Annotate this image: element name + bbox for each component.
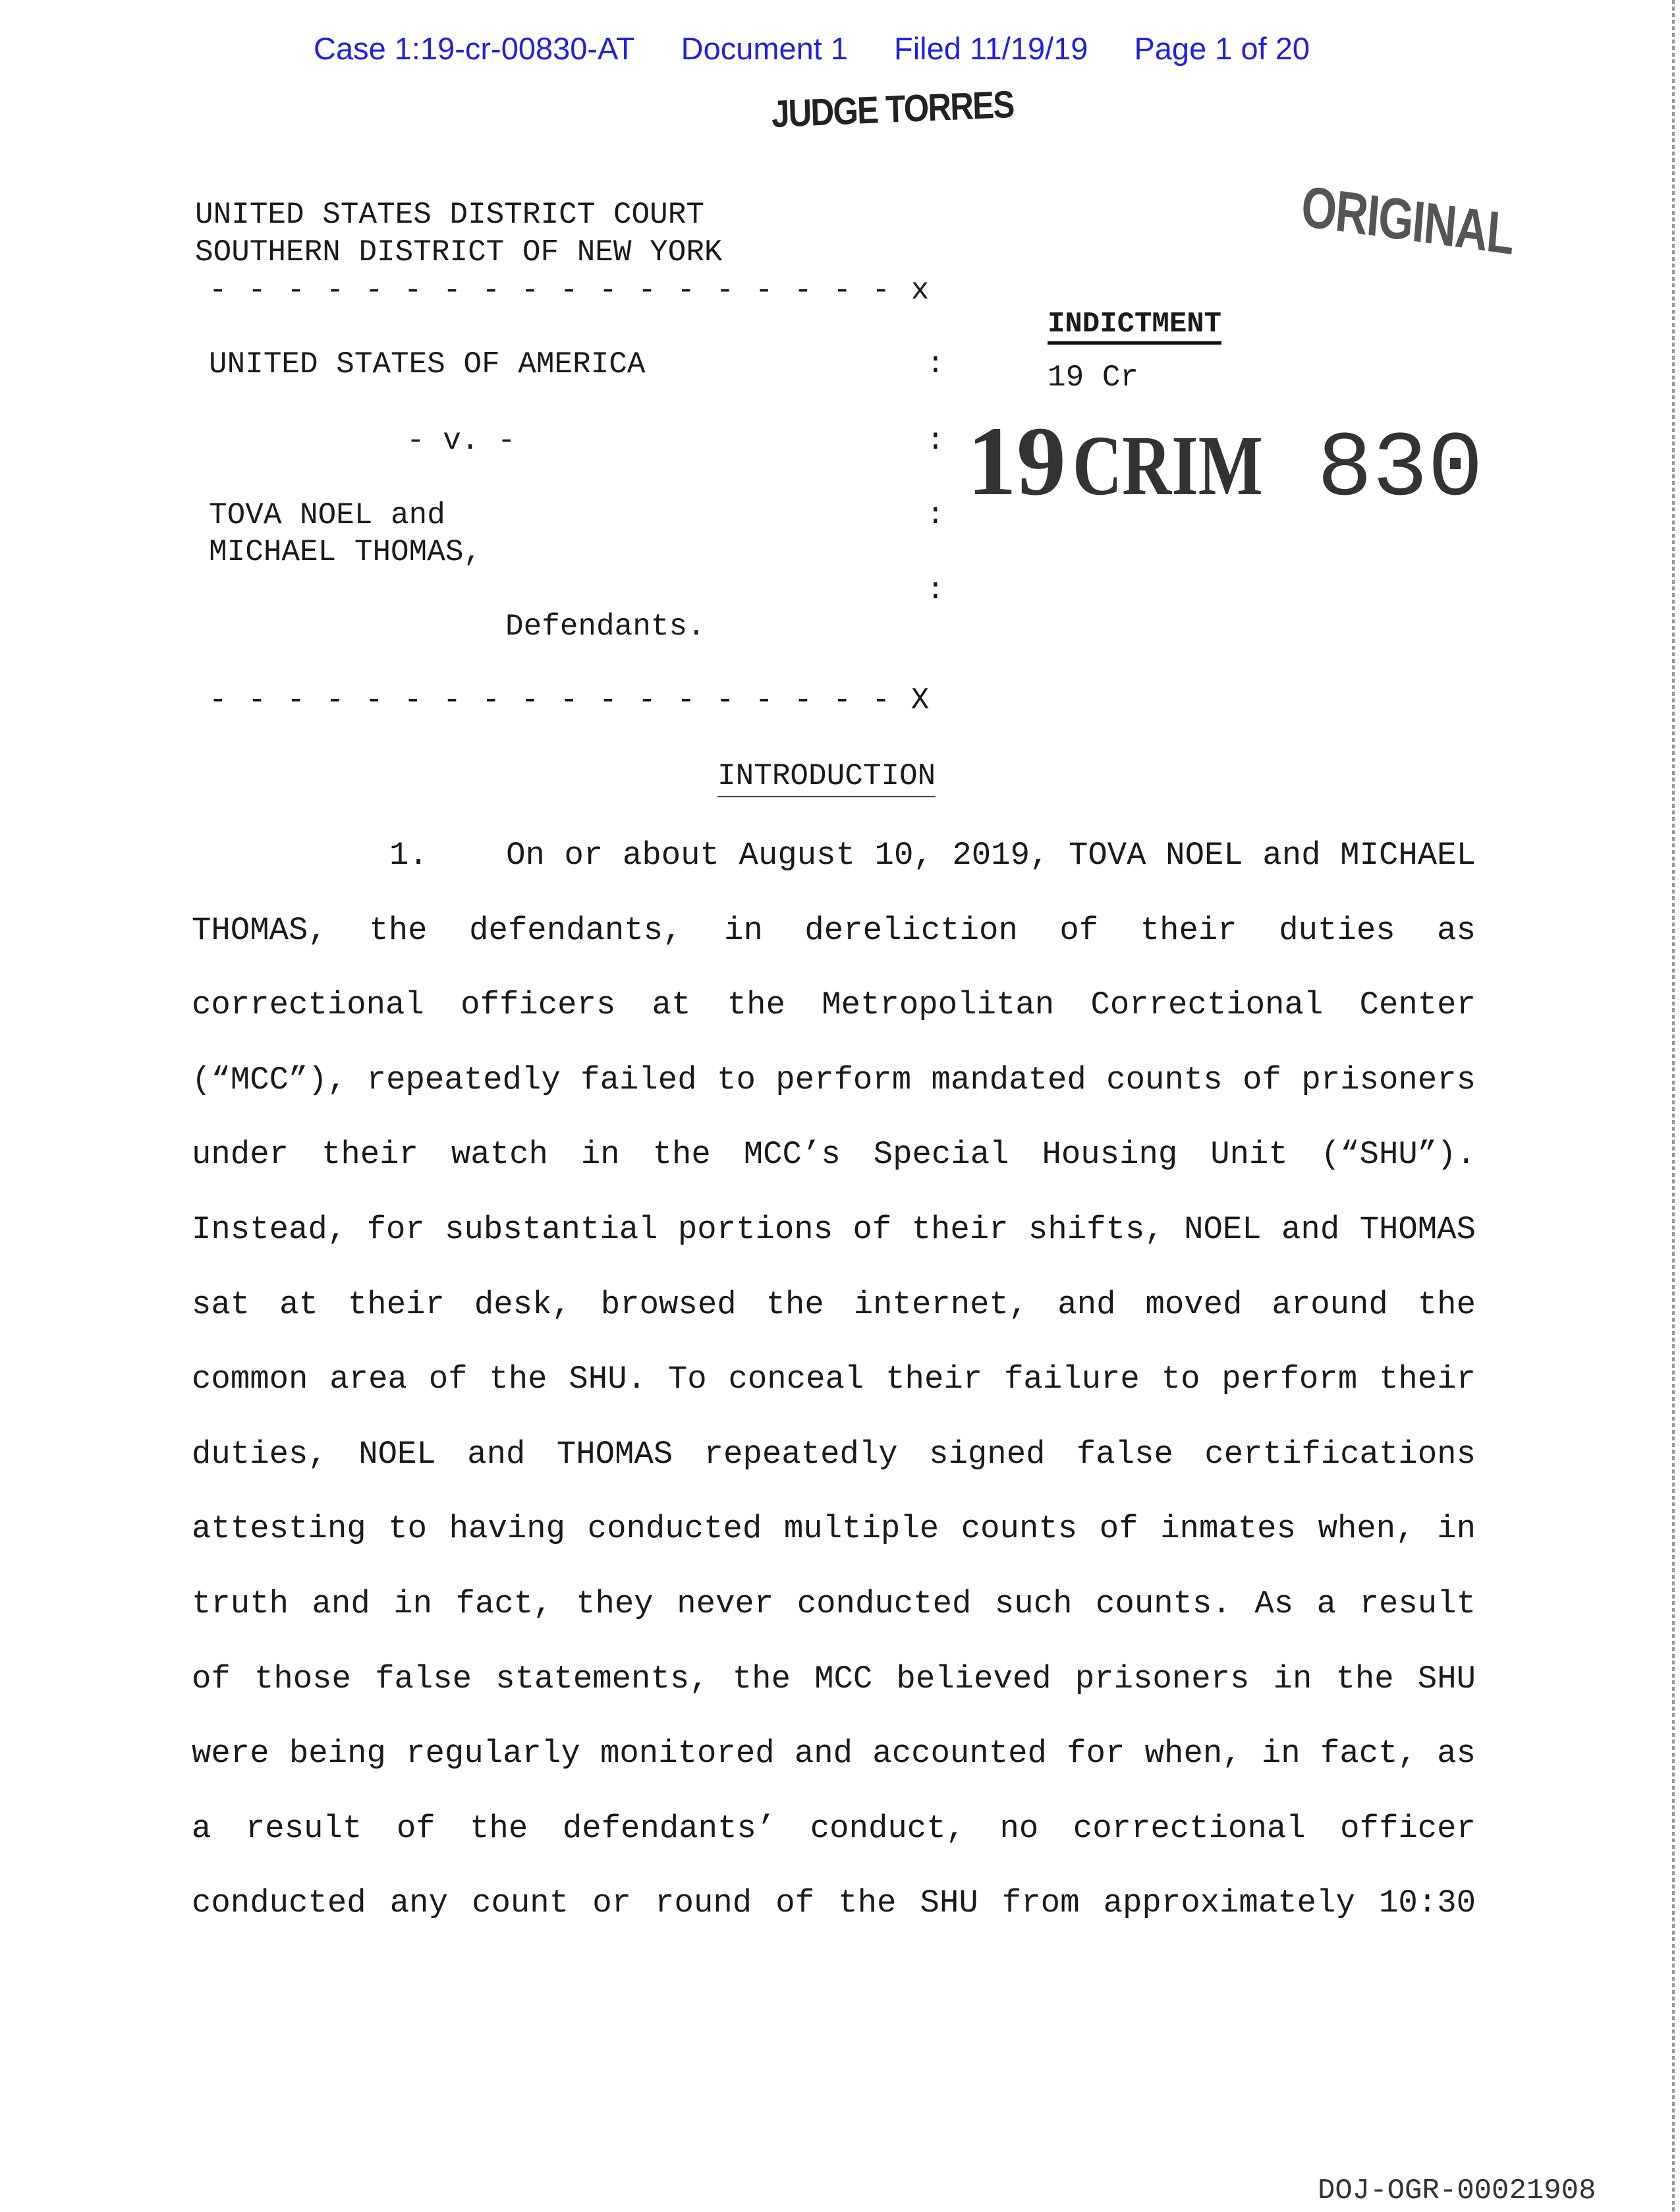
defendants-label: Defendants. — [505, 610, 706, 644]
paragraph-line: duties, NOEL and THOMAS repeatedly signed false certifications — [192, 1436, 1476, 1473]
paragraph-line: truth and in fact, they never conducted such counts. As a result — [192, 1585, 1476, 1622]
caption-colon: : — [926, 573, 945, 608]
paragraph-line: a result of the defendants’ conduct, no correctional officer — [192, 1810, 1476, 1847]
paragraph-line: conducted any count or round of the SHU from approximately 10:30 — [192, 1885, 1476, 1921]
caption-dashes-top: - - - - - - - - - - - - - - - - - - x — [209, 273, 930, 308]
paragraph-line-text: 1. On or about August 10, 2019, TOVA NOEL and MICHAEL — [389, 837, 1476, 874]
document-title: INDICTMENT — [1048, 308, 1221, 345]
paragraph-line — [389, 837, 1476, 874]
case-year: 19 — [967, 407, 1066, 516]
scan-edge-line — [1672, 0, 1675, 2212]
ecf-header — [314, 30, 1310, 67]
court-name-line1: UNITED STATES DISTRICT COURT — [195, 198, 704, 232]
paragraph-line: common area of the SHU. To conceal their failure to perform their — [192, 1361, 1476, 1398]
paragraph-line: under their watch in the MCC’s Special Housing Unit (“SHU”). — [192, 1136, 1476, 1173]
caption-dashes-bottom: - - - - - - - - - - - - - - - - - - X — [209, 683, 930, 718]
court-name-line2: SOUTHERN DISTRICT OF NEW YORK — [195, 235, 723, 269]
caption-colon: : — [926, 424, 945, 458]
page-indicator: Page 1 of 20 — [1134, 31, 1310, 66]
filed-date: Filed 11/19/19 — [894, 31, 1088, 66]
paragraph-line: of those false statements, the MCC believed prisoners in the SHU — [192, 1660, 1476, 1697]
defendant-line1: TOVA NOEL and — [209, 498, 445, 532]
defendant-line2: MICHAEL THOMAS, — [209, 535, 482, 569]
versus: - v. - — [406, 424, 516, 458]
paragraph-line: correctional officers at the Metropolitan Correctional Center — [192, 986, 1476, 1023]
document-number: Document 1 — [681, 31, 849, 66]
case-crim: CRIM — [1073, 418, 1263, 513]
bates-number: DOJ-OGR-00021908 — [1318, 2174, 1596, 2207]
case-number-typed: 19 Cr — [1048, 360, 1139, 395]
judge-stamp: JUDGE TORRES — [771, 82, 1015, 136]
case-number-stamp — [967, 407, 1484, 523]
paragraph-line: were being regularly monitored and accounted for when, in fact, as — [192, 1735, 1476, 1772]
case-number: Case 1:19-cr-00830-AT — [314, 31, 635, 66]
paragraph-line: Instead, for substantial portions of their shifts, NOEL and THOMAS — [192, 1211, 1476, 1248]
paragraph-line: THOMAS, the defendants, in dereliction of their duties as — [192, 912, 1476, 949]
section-heading: INTRODUCTION — [717, 759, 936, 797]
original-stamp: ORIGINAL — [1299, 173, 1517, 267]
paragraph-line: attesting to having conducted multiple counts of inmates when, in — [192, 1510, 1476, 1547]
case-num: 830 — [1317, 418, 1484, 523]
caption-colon: : — [926, 347, 945, 382]
paragraph-line: sat at their desk, browsed the internet, and moved around the — [192, 1286, 1476, 1323]
caption-colon: : — [926, 498, 945, 532]
plaintiff-name: UNITED STATES OF AMERICA — [209, 347, 646, 382]
paragraph-line: (“MCC”), repeatedly failed to perform mandated counts of prisoners — [192, 1062, 1476, 1098]
